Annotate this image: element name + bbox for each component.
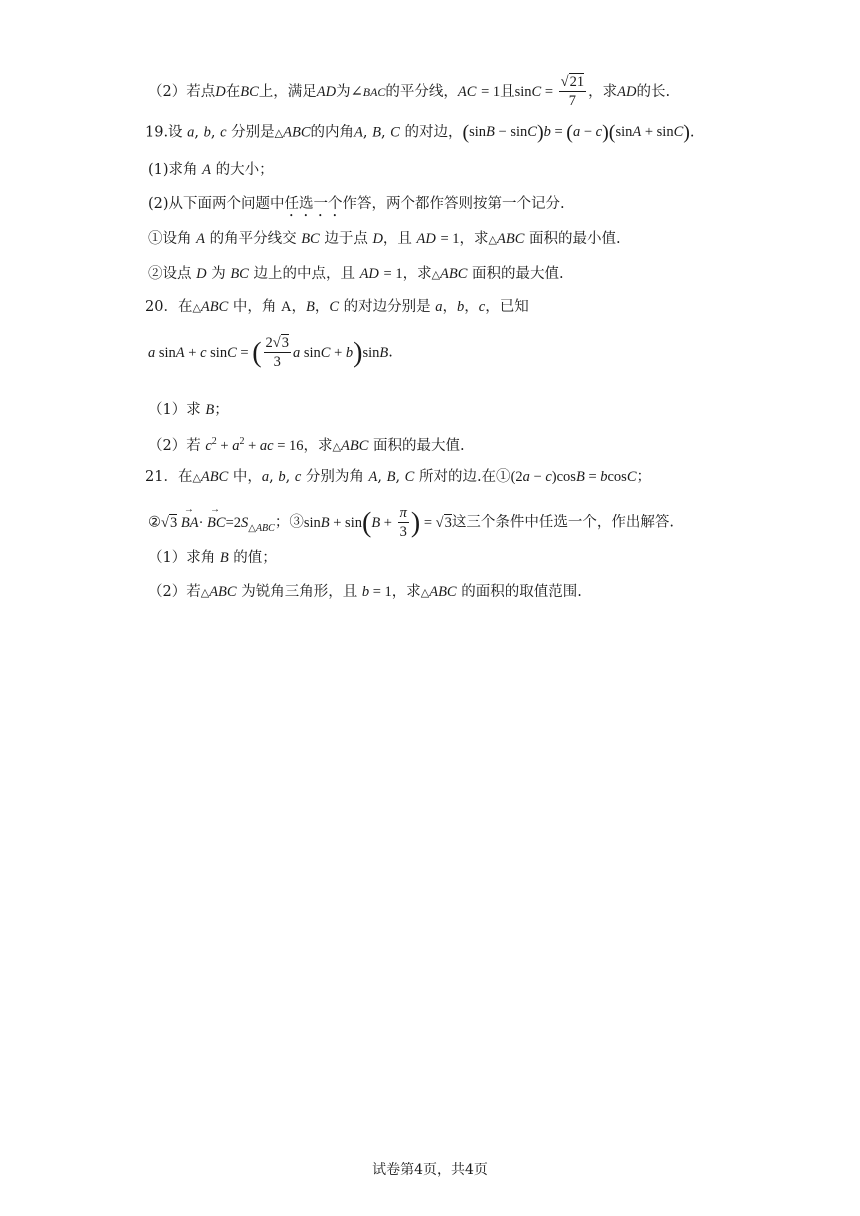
q19-part2: (2)从下面两个问题中任选一个作答，两个都作答则按第一个记分. <box>148 196 565 212</box>
q21-stem: 21．在△ABC 中，a, b, c 分别为角 A, B, C 所对的边.在①(2a − c)cosB = bcosC； <box>145 469 652 485</box>
q20-part2: （2）若 $c^2 + a^2$ + ac = 16，求△ABC 面积的最大值. <box>148 436 465 454</box>
q21-conditions: ②√3 → $BA\cdot \to BC=2S_{\triangle ABC}$；③sinB + sin(B + $\frac{\pi}{3}$ ) = √3这三个条件中任选一个，作出解答. <box>148 506 674 540</box>
q19-part1: (1)求角 A 的大小； <box>148 162 274 178</box>
q21-part2: （2）若△ABC 为锐角三角形，且 b = 1，求△ABC 的面积的取值范围. <box>148 584 582 600</box>
q20-part1: （1）求 B； <box>148 402 229 418</box>
q19-option2: ②设点 D 为 BC 边上的中点，且 AD = 1，求△ABC 面积的最大值. <box>148 266 564 282</box>
q18-part2: （2）若点D在BC上，满足AD为∠BAC的平分线，AC = 1且sinC = $\frac{√21}{7}$ ，求AD的长. <box>148 74 671 110</box>
q20-equation: a sinA + c sinC = ( $\frac{2√3}{3}$ a sinC + b)sinB. <box>148 335 393 371</box>
q19-stem: 19.设 a, b, c 分别是△ABC的内角A, B, C 的对边，(sinB − sinC)b = (a − c)(sinA + sinC). <box>145 122 695 144</box>
q20-stem: 20．在△ABC 中，角 A，B，C 的对边分别是 a，b，c，已知 <box>145 299 529 315</box>
page-footer: 试卷第4页，共4页 <box>372 1162 488 1178</box>
q19-option1: ①设角 A 的角平分线交 BC 边于点 D，且 AD = 1，求△ABC 面积的最小值. <box>148 231 621 247</box>
q21-part1: （1）求角 B 的值； <box>148 550 277 566</box>
